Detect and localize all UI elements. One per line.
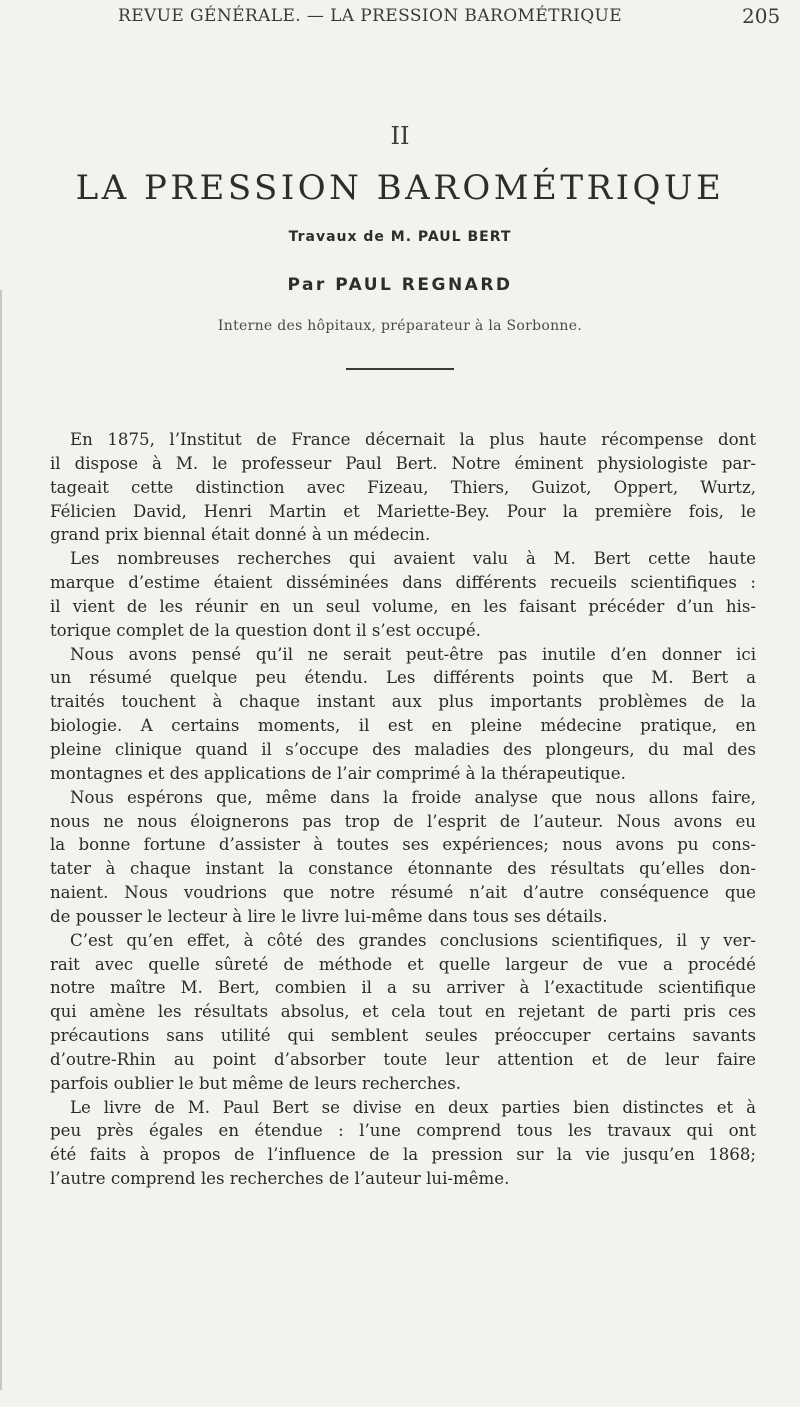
text-line: grand prix biennal était donné à un médecin.: [50, 525, 431, 545]
text-line: Le livre de M. Paul Bert se divise en deux parties bien distinctes et à: [70, 1097, 756, 1117]
text-line: En 1875, l’Institut de France décernait la plus haute récompense dont: [70, 430, 756, 449]
article-title: LA PRESSION BAROMÉTRIQUE: [75, 168, 725, 208]
text-line: torique complet de la question dont il s’est occupé.: [50, 620, 481, 640]
article-author: Par PAUL REGNARD: [287, 275, 513, 295]
text-line: d’outre-Rhin au point d’absorber toute leur attention et de leur faire: [50, 1049, 756, 1069]
text-line: traités touchent à chaque instant aux plus importants problèmes de la: [50, 692, 756, 712]
author-affiliation: Interne des hôpitaux, préparateur à la Sorbonne.: [217, 318, 583, 334]
page-edge-shadow: [0, 290, 2, 1390]
text-line: un résumé quelque peu étendu. Les différents points que M. Bert a: [50, 668, 756, 688]
article-subtitle: Travaux de M. PAUL BERT: [288, 229, 512, 245]
text-line: C’est qu’en effet, à côté des grandes conclusions scientifiques, il y ver-: [70, 930, 756, 950]
section-number: II: [390, 122, 410, 150]
text-line: peu près égales en étendue : l’une comprend tous les travaux qui ont: [50, 1121, 756, 1141]
text-line: tageait cette distinction avec Fizeau, Thiers, Guizot, Oppert, Wurtz,: [50, 477, 756, 497]
article-body: [50, 428, 756, 1191]
text-line: il dispose à M. le professeur Paul Bert. Notre éminent physiologiste par-: [50, 453, 756, 473]
text-line: qui amène les résultats absolus, et cela tout en rejetant de parti pris ces: [50, 1002, 756, 1022]
text-line: Félicien David, Henri Martin et Mariette-Bey. Pour la première fois, le: [50, 501, 756, 521]
text-line: Nous avons pensé qu’il ne serait peut-être pas inutile d’en donner ici: [70, 644, 756, 664]
text-line: biologie. A certains moments, il est en pleine médecine pratique, en: [50, 716, 756, 736]
title-divider: [346, 368, 454, 370]
text-line: il vient de les réunir en un seul volume, en les faisant précéder d’un his-: [50, 596, 756, 616]
page-number: 205: [742, 4, 781, 28]
text-line: parfois oublier le but même de leurs recherches.: [50, 1073, 461, 1093]
text-line: pleine clinique quand il s’occupe des maladies des plongeurs, du mal des: [50, 739, 756, 759]
running-header: REVUE GÉNÉRALE. — LA PRESSION BAROMÉTRIQUE: [118, 6, 623, 26]
text-line: Nous espérons que, même dans la froide analyse que nous allons faire,: [70, 787, 756, 807]
text-line: la bonne fortune d’assister à toutes ses expériences; nous avons pu cons-: [50, 835, 756, 855]
text-line: naient. Nous voudrions que notre résumé n’ait d’autre conséquence que: [50, 883, 756, 903]
text-line: nous ne nous éloignerons pas trop de l’esprit de l’auteur. Nous avons eu: [50, 811, 756, 831]
text-line: tater à chaque instant la constance étonnante des résultats qu’elles don-: [50, 859, 756, 879]
text-line: l’autre comprend les recherches de l’auteur lui-même.: [50, 1169, 510, 1189]
text-line: Les nombreuses recherches qui avaient valu à M. Bert cette haute: [70, 549, 756, 569]
text-line: été faits à propos de l’influence de la pression sur la vie jusqu’en 1868;: [50, 1145, 756, 1165]
text-line: précautions sans utilité qui semblent seules préoccuper certains savants: [50, 1026, 756, 1046]
text-line: notre maître M. Bert, combien il a su arriver à l’exactitude scientifique: [50, 978, 756, 998]
text-line: marque d’estime étaient disséminées dans différents recueils scientifiques :: [50, 573, 756, 593]
text-line: montagnes et des applications de l’air comprimé à la thérapeutique.: [50, 763, 626, 783]
text-line: rait avec quelle sûreté de méthode et quelle largeur de vue a procédé: [50, 954, 756, 974]
text-line: de pousser le lecteur à lire le livre lui-même dans tous ses détails.: [50, 906, 608, 926]
